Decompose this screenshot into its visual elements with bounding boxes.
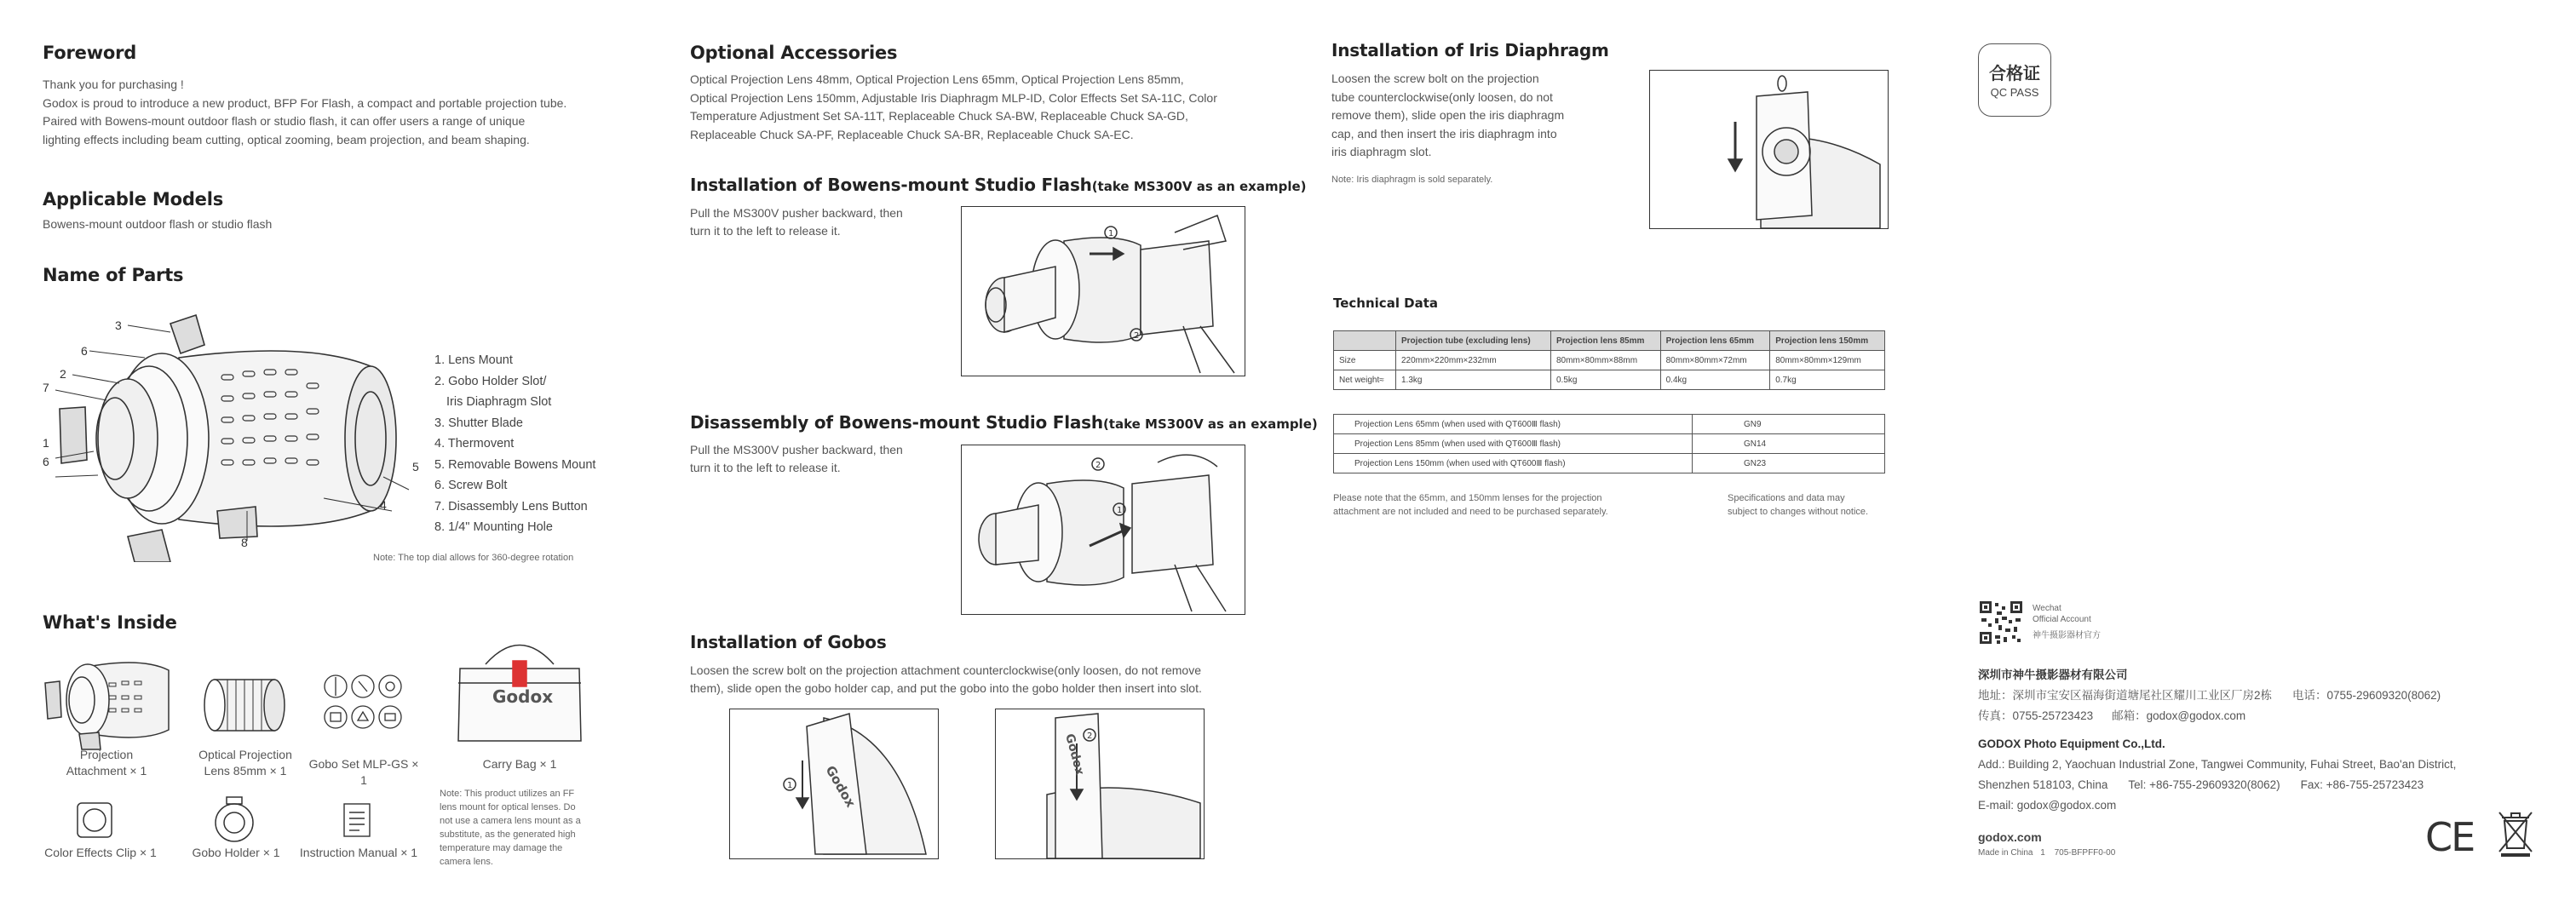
install-flash-text: Pull the MS300V pusher backward, then: [690, 206, 903, 220]
parts-item: 4. Thermovent: [434, 437, 515, 450]
disassembly-text: Pull the MS300V pusher backward, then: [690, 443, 903, 456]
parts-item: Iris Diaphragm Slot: [446, 395, 552, 409]
step-marker-2: 2: [1095, 461, 1101, 470]
inside-item-caption: Projection Attachment × 1: [66, 748, 147, 778]
parts-item: 6. Screw Bolt: [434, 479, 508, 492]
technical-note-left: Please note that the 65mm, and 150mm lenses for the projection attachment are not included and need to be purchased separately.: [1333, 493, 1608, 517]
parts-callout: 7: [43, 381, 49, 394]
gobo-illustration: [996, 709, 1204, 858]
optional-title: Optional Accessories: [690, 43, 898, 63]
parts-callout: 3: [115, 319, 122, 332]
gobos-text: Loosen the screw bolt on the projection attachment counterclockwise(only loosen, do not remove: [690, 663, 1202, 677]
step-marker-1: 1: [1108, 229, 1114, 238]
gobo-set-image: [322, 673, 404, 737]
en-city-line: Shenzhen 518103, China Tel: +86-755-29609320(8062) Fax: +86-755-25723423: [1978, 778, 2424, 791]
gobos-title: Installation of Gobos: [690, 632, 887, 652]
color-clip-image: [75, 801, 114, 840]
parts-item: 2. Gobo Holder Slot/: [434, 374, 547, 388]
table-row: Net weight≈ 1.3kg 0.5kg 0.4kg 0.7kg: [1334, 370, 1885, 390]
cn-fax-line: 传真：0755-25723423 邮箱：godox@godox.com: [1978, 709, 2246, 722]
foreword-title: Foreword: [43, 43, 137, 63]
disassembly-heading: Disassembly of Bowens-mount Studio Flash(take MS300V as an example): [690, 412, 1318, 433]
gobo-figure-1: [729, 709, 939, 859]
qc-en: QC PASS: [1990, 86, 2039, 99]
parts-diagram: [34, 307, 434, 562]
gobo-logo: Godox: [1062, 732, 1087, 778]
inside-item-caption: Gobo Set MLP-GS × 1: [308, 757, 419, 787]
qc-pass-badge: [1978, 43, 2051, 117]
parts-item: 8. 1/4" Mounting Hole: [434, 520, 553, 534]
qc-cn: 合格证: [1989, 63, 2040, 83]
manual-icon: [342, 802, 371, 838]
footer-contact: [1978, 665, 2574, 816]
gobos-text: them), slide open the gobo holder cap, and put the gobo into the gobo holder then insert into slot.: [690, 681, 1202, 695]
iris-text: tube counterclockwise(only loosen, do not: [1331, 89, 1553, 104]
foreword-line: lighting effects including beam cutting, optical zooming, beam projection, and beam shaping.: [43, 132, 530, 146]
table-row: Size 220mm×220mm×232mm 80mm×80mm×88mm 80mm×80mm×72mm 80mm×80mm×129mm: [1334, 351, 1885, 370]
parts-item: 1. Lens Mount: [434, 353, 513, 367]
iris-note: Note: Iris diaphragm is sold separately.: [1331, 175, 1493, 185]
weee-bin-icon: [2496, 809, 2535, 858]
parts-callout: 5: [412, 460, 419, 473]
gobo-holder-image: [210, 794, 259, 843]
parts-callout: 2: [60, 367, 66, 381]
cn-address-line: 地址：深圳市宝安区福海街道塘尾社区耀川工业区厂房2栋 电话：0755-29609320(8062): [1978, 689, 2441, 702]
parts-item: 5. Removable Bowens Mount: [434, 457, 596, 472]
flash-illustration: [962, 445, 1245, 614]
gobo-logo: Godox: [822, 763, 859, 811]
applicable-title: Applicable Models: [43, 189, 224, 209]
en-email: E-mail: godox@godox.com: [1978, 799, 2117, 812]
inside-note: Note: This product utilizes an FF lens mount for optical lenses. Do not use a camera lens mount as a substitute, as the generated high temperature may damage the camera lens.: [440, 789, 581, 867]
foreword-line: Thank you for purchasing !: [43, 77, 184, 91]
parts-list: [434, 350, 595, 538]
parts-title: Name of Parts: [43, 265, 184, 285]
technical-note-right: Specifications and data may subject to changes without notice.: [1728, 493, 1869, 517]
gobo-figure-2: [995, 709, 1205, 859]
step-marker-2: 2: [1087, 732, 1093, 741]
parts-callout: 1: [43, 436, 49, 450]
parts-callout: 8: [241, 536, 248, 549]
technical-table: [1333, 330, 1885, 390]
inside-item-caption: Instruction Manual × 1: [299, 846, 418, 859]
optional-line: Optical Projection Lens 150mm, Adjustable Iris Diaphragm MLP-ID, Color Effects Set SA-11C, Color: [690, 90, 1217, 105]
optional-line: Optical Projection Lens 48mm, Optical Projection Lens 65mm, Optical Projection Lens 85mm,: [690, 72, 1184, 86]
optical-lens-image: [198, 671, 291, 739]
optional-line: Temperature Adjustment Set SA-11T, Replaceable Chuck SA-BW, Replaceable Chuck SA-GD,: [690, 109, 1188, 123]
optional-line: Replaceable Chuck SA-PF, Replaceable Chuck SA-BR, Replaceable Chuck SA-EC.: [690, 127, 1134, 141]
iris-text: cap, and then insert the iris diaphragm into: [1331, 126, 1557, 141]
wechat-label: Wechat Official Account 神牛摄影器材官方: [2033, 604, 2101, 640]
inside-item-caption: Optical Projection Lens 85mm × 1: [198, 748, 292, 778]
flash-illustration: [962, 207, 1245, 376]
parts-item: 3. Shutter Blade: [434, 416, 523, 430]
cn-company: 深圳市神牛摄影器材有限公司: [1978, 669, 2128, 681]
bag-logo: Godox: [492, 686, 554, 707]
inside-item-caption: Color Effects Clip × 1: [44, 846, 157, 859]
en-company: GODOX Photo Equipment Co.,Ltd.: [1978, 737, 2165, 750]
applicable-text: Bowens-mount outdoor flash or studio flash: [43, 217, 273, 231]
parts-callout: 6: [43, 455, 49, 468]
disassembly-text: turn it to the left to release it.: [690, 461, 841, 474]
step-marker-1: 1: [1117, 506, 1123, 515]
whats-inside-title: What's Inside: [43, 612, 177, 633]
disassembly-figure: [961, 445, 1245, 615]
iris-text: Loosen the screw bolt on the projection: [1331, 72, 1539, 85]
step-marker-2: 2: [1134, 331, 1140, 341]
table-row: Projection Lens 150mm (when used with QT600Ⅲ flash) GN23: [1334, 454, 1885, 473]
gobo-illustration: [730, 709, 938, 858]
parts-item: 7. Disassembly Lens Button: [434, 499, 588, 514]
table-row: Projection Lens 65mm (when used with QT600Ⅲ flash) GN9: [1334, 415, 1885, 434]
made-in-line: Made in China 1 705-BFPFF0-00: [1978, 848, 2116, 858]
iris-figure: [1649, 70, 1889, 229]
iris-title: Installation of Iris Diaphragm: [1331, 40, 1609, 60]
step-marker-1: 1: [787, 781, 793, 790]
inside-item-caption: Carry Bag × 1: [482, 757, 557, 771]
table-row: Projection Lens 85mm (when used with QT600Ⅲ flash) GN14: [1334, 434, 1885, 454]
parts-callout: 6: [81, 344, 88, 358]
iris-text: iris diaphragm slot.: [1331, 145, 1432, 158]
ce-mark: CE: [2425, 814, 2475, 860]
en-address: Add.: Building 2, Yaochuan Industrial Zone, Tangwei Community, Fuhai Street, Bao'an District,: [1978, 758, 2457, 771]
projection-attachment-image: [41, 649, 177, 751]
iris-illustration: [1650, 71, 1888, 228]
inside-item-caption: Gobo Holder × 1: [192, 846, 280, 859]
parts-callout: 4: [380, 498, 387, 512]
website: godox.com: [1978, 830, 2042, 844]
qr-code: [1978, 600, 2024, 646]
iris-text: remove them), slide open the iris diaphragm: [1331, 108, 1565, 122]
foreword-line: Paired with Bowens-mount outdoor flash or studio flash, it can offer users a range of unique: [43, 114, 526, 128]
foreword-line: Godox is proud to introduce a new product, BFP For Flash, a compact and portable projection tube.: [43, 95, 567, 110]
install-flash-heading: Installation of Bowens-mount Studio Flash(take MS300V as an example): [690, 175, 1307, 195]
technical-title: Technical Data: [1333, 296, 1439, 311]
parts-note: Note: The top dial allows for 360-degree rotation: [373, 553, 574, 563]
table-header-row: Projection tube (excluding lens) Projection lens 85mm Projection lens 65mm Projection lens 150mm: [1334, 331, 1885, 351]
install-flash-figure: [961, 206, 1245, 376]
gn-table: [1333, 414, 1885, 473]
install-flash-text: turn it to the left to release it.: [690, 224, 841, 238]
